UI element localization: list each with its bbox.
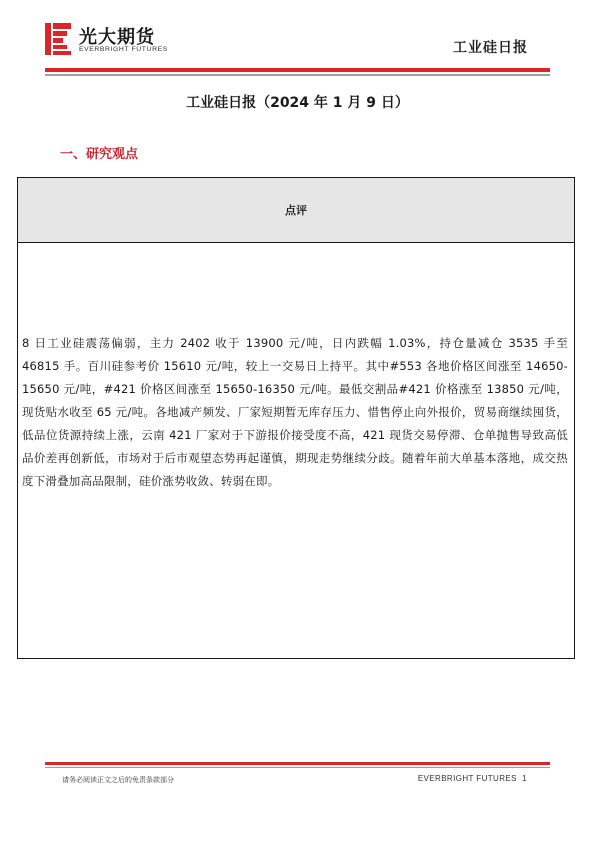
page-number: 1 bbox=[522, 774, 527, 783]
commentary-table-header bbox=[18, 178, 574, 243]
footer-brand: EVERBRIGHT FUTURES bbox=[417, 774, 517, 783]
section-heading: 一、研究观点 bbox=[60, 147, 139, 162]
commentary-header-label: 点评 bbox=[285, 204, 307, 217]
logo-chinese-name: 光大期货 bbox=[79, 27, 155, 48]
company-logo bbox=[45, 22, 175, 58]
logo-english-name: EVERBRIGHT FUTURES bbox=[79, 46, 168, 53]
everbright-logo-icon bbox=[45, 23, 71, 55]
commentary-body-text: 8 日工业硅震荡偏弱，主力 2402 收于 13900 元/吨，日内跌幅 1.03%，持仓量减仓 3535 手至 46815 手。百川硅参考价 15610 元/吨，较上一交易日上持平。其中#553 各地价格区间涨至 14650-15650 元/吨，#421 价格区间涨至 15650-16350 元/吨。最低交割品#421 价格涨至 13850 元/吨，现货贴水收至 65 元/吨。各地减产频发、厂家短期暂无库存压力、惜售停止向外报价，贸易商继续囤货，低品位货源持续上涨，云南 421 厂家对于下游报价接受度不高，421 现货交易停滞、仓单抛售导致高低品价差再创新低，市场对于后市观望态势再起谨慎，期现走势继续分歧。随着年前大单基本落地，成交热度下滑叠加高品限制，硅价涨势收敛、转弱在即。 bbox=[22, 336, 568, 488]
commentary-table bbox=[17, 177, 575, 659]
header-report-name: 工业硅日报 bbox=[453, 40, 528, 56]
footer-disclaimer: 请务必阅读正文之后的免责条款部分 bbox=[62, 776, 174, 784]
footer-divider-red bbox=[45, 762, 550, 765]
report-title: 工业硅日报（2024 年 1 月 9 日） bbox=[186, 95, 409, 111]
header-divider-gray bbox=[45, 74, 550, 76]
footer-brand-page bbox=[418, 774, 527, 783]
footer-divider-gray bbox=[45, 767, 550, 768]
header-divider-red bbox=[45, 68, 550, 72]
